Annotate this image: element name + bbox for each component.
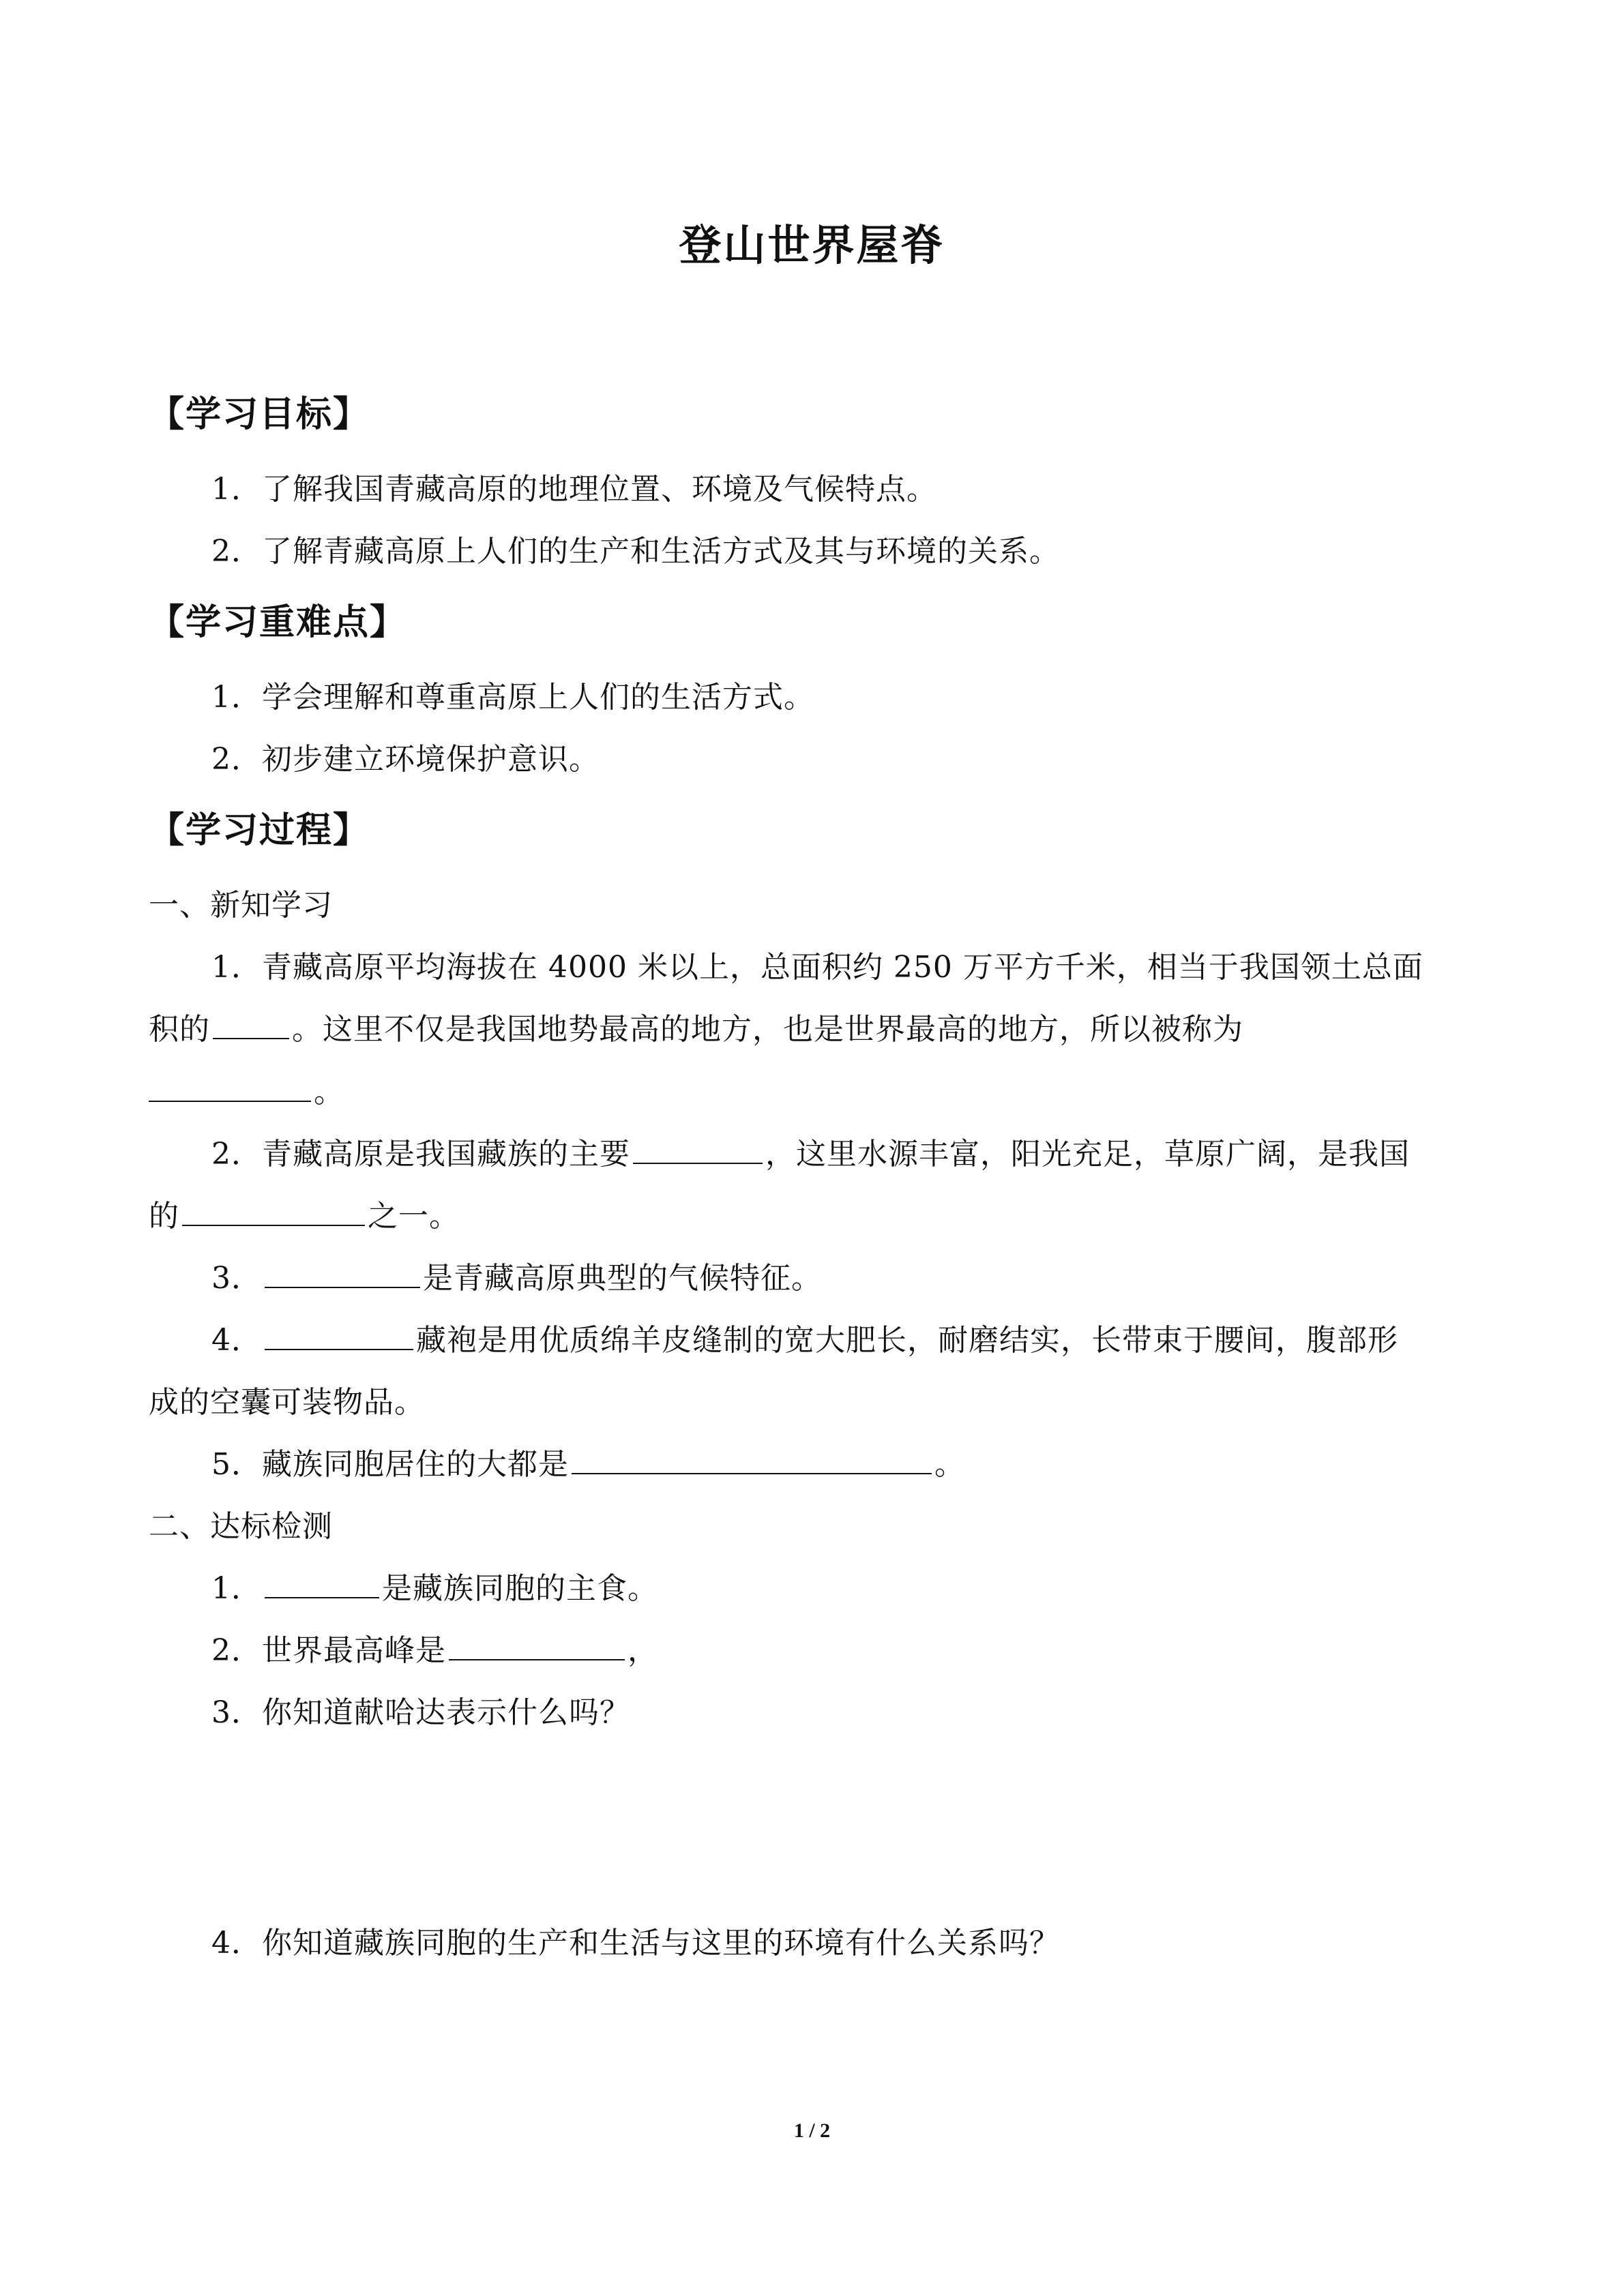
key-point-item-2: 2．初步建立环境保护意识。 (211, 742, 600, 777)
check-heading: 二、达标检测 (149, 1509, 333, 1544)
answer-blank[interactable] (149, 1073, 311, 1102)
check-1-number: 1． (211, 1571, 262, 1606)
check-1-text: 是藏族同胞的主食。 (382, 1571, 658, 1606)
question-5-end: 。 (934, 1447, 965, 1482)
key-points-heading: 【学习重难点】 (149, 602, 407, 643)
goal-item-2: 2．了解青藏高原上人们的生产和生活方式及其与环境的关系。 (211, 534, 1060, 569)
question-2-text-c: 的 (149, 1199, 179, 1234)
question-4-number: 4． (211, 1323, 262, 1358)
question-3 (211, 1259, 822, 1298)
page-number: 1 / 2 (793, 2119, 831, 2142)
question-2-line-2 (149, 1197, 460, 1236)
goal-item-1: 1．了解我国青藏高原的地理位置、环境及气候特点。 (211, 472, 937, 507)
question-5-text: 5．藏族同胞居住的大都是 (211, 1447, 569, 1482)
question-2-text-d: 之一。 (368, 1199, 460, 1234)
check-question-1 (211, 1570, 658, 1608)
key-point-item-1: 1．学会理解和尊重高原上人们的生活方式。 (211, 680, 814, 715)
answer-blank[interactable] (633, 1135, 763, 1164)
question-5 (211, 1446, 965, 1484)
check-2-end: ， (628, 1633, 658, 1668)
check-question-4: 4．你知道藏族同胞的生产和生活与这里的环境有什么关系吗？ (211, 1926, 1060, 1960)
question-3-number: 3． (211, 1261, 262, 1296)
question-2-text-a: 2．青藏高原是我国藏族的主要 (211, 1137, 630, 1172)
answer-blank[interactable] (182, 1197, 365, 1226)
question-1-text-c: 。 (314, 1075, 344, 1109)
answer-blank[interactable] (572, 1446, 932, 1474)
question-4-line-1 (211, 1322, 1398, 1360)
question-1-text-a: 积的 (149, 1012, 210, 1047)
question-1-line-3 (149, 1073, 344, 1112)
answer-blank[interactable] (265, 1322, 413, 1350)
question-2-line-1 (211, 1135, 1410, 1174)
question-4-text: 藏袍是用优质绵羊皮缝制的宽大肥长，耐磨结实，长带束于腰间，腹部形 (416, 1323, 1398, 1358)
question-1-line-1: 1．青藏高原平均海拔在 4000 米以上，总面积约 250 万平方千米，相当于我国领土总面 (211, 950, 1423, 985)
check-2-text: 2．世界最高峰是 (211, 1633, 446, 1668)
check-question-3: 3．你知道献哈达表示什么吗？ (211, 1695, 630, 1730)
new-knowledge-heading: 一、新知学习 (149, 888, 333, 923)
check-question-2 (211, 1632, 658, 1670)
question-4-line-2: 成的空囊可装物品。 (149, 1385, 425, 1420)
answer-blank[interactable] (213, 1011, 289, 1039)
question-1-line-2 (149, 1011, 1243, 1049)
goals-heading: 【学习目标】 (149, 394, 370, 435)
question-1-text-b: 。这里不仅是我国地势最高的地方，也是世界最高的地方，所以被称为 (292, 1012, 1243, 1047)
answer-blank[interactable] (449, 1632, 625, 1660)
answer-blank[interactable] (265, 1570, 379, 1598)
page-title: 登山世界屋脊 (679, 220, 945, 270)
answer-blank[interactable] (265, 1259, 420, 1288)
question-3-text: 是青藏高原典型的气候特征。 (423, 1261, 822, 1296)
question-2-text-b: ，这里水源丰富，阳光充足，草原广阔，是我国 (765, 1137, 1410, 1172)
process-heading: 【学习过程】 (149, 810, 370, 851)
